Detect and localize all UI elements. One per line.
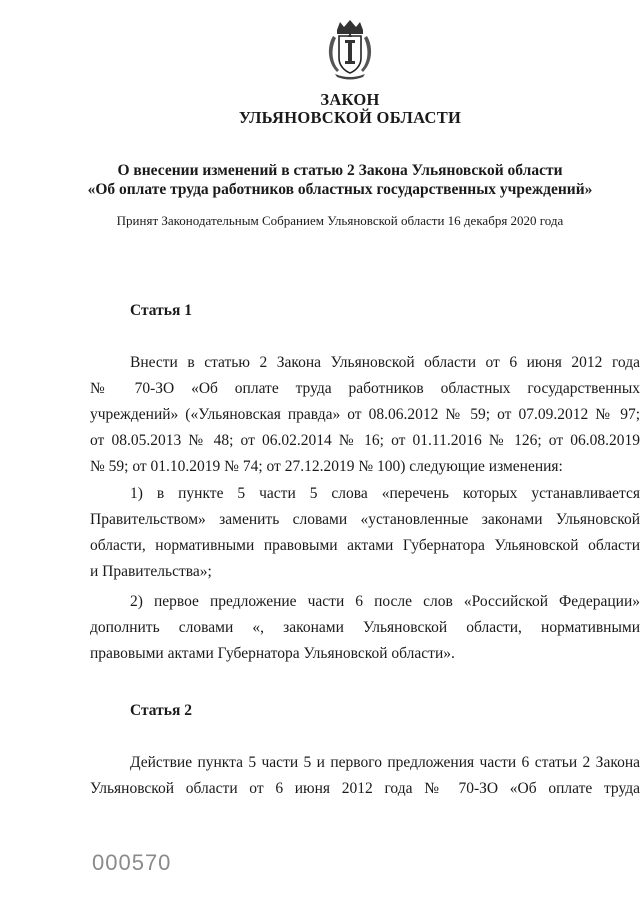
text-line: Правительством» заменить словами «установленные законами Ульяновской [90,511,640,528]
text-line: 1) в пункте 5 части 5 слова «перечень которых устанавливается [130,485,640,502]
text-line: от 08.05.2013 № 48; от 06.02.2014 № 16; от 01.11.2016 № 126; от 06.08.2019 [90,432,640,449]
article-1-item-1 [90,481,640,585]
text-line: правовыми актами Губернатора Ульяновской области». [90,645,455,662]
document-issuer: УЛЬЯНОВСКОЙ ОБЛАСТИ [238,108,462,127]
text-line: Действие пункта 5 части 5 и первого предложения части 6 статьи 2 Закона [130,754,640,771]
article-1-heading: Статья 1 [130,302,192,319]
article-2-heading: Статья 2 [130,702,192,719]
article-2-text [90,750,640,802]
text-line: дополнить словами «, законами Ульяновской области, нормативными [90,619,640,636]
law-title-line-1: О внесении изменений в статью 2 Закона Ульяновской области [117,162,563,179]
text-line: Ульяновской области от 6 июня 2012 года № 70-ЗО «Об оплате труда [90,780,640,797]
text-line: № 59; от 01.10.2019 № 74; от 27.12.2019 № 100) следующие изменения: [90,458,563,475]
page-stamp-number: 000570 [92,850,172,875]
document-type: ЗАКОН [320,90,380,109]
text-line: учреждений» («Ульяновская правда» от 08.06.2012 № 59; от 07.09.2012 № 97; [90,406,640,423]
text-line: Внести в статью 2 Закона Ульяновской области от 6 июня 2012 года [130,354,640,371]
law-title-line-2: «Об оплате труда работников областных государственных учреждений» [87,181,593,198]
text-line: области, нормативными правовыми актами Губернатора Ульяновской области [90,537,640,554]
text-line: № 70-ЗО «Об оплате труда работников областных государственных [90,380,640,397]
text-line: 2) первое предложение части 6 после слов «Российской Федерации» [130,593,640,610]
adoption-note: Принят Законодательным Собранием Ульяновской области 16 декабря 2020 года [116,213,564,228]
article-1-intro [90,350,640,480]
article-1-item-2 [90,589,640,667]
coat-of-arms-icon [325,18,375,80]
text-line: и Правительства»; [90,563,212,580]
